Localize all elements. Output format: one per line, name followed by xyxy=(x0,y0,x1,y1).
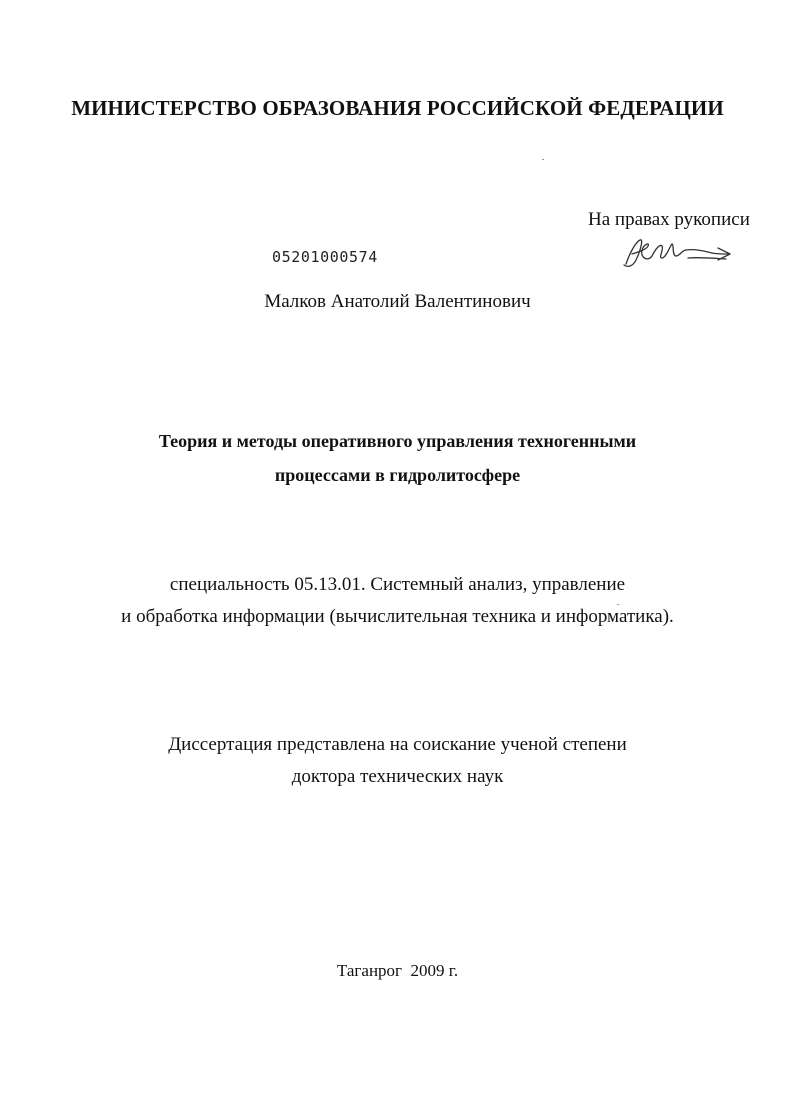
signature-icon xyxy=(618,232,736,274)
dissertation-line-1: Диссертация представлена на соискание ученой степени xyxy=(168,734,627,755)
rights-note: На правах рукописи xyxy=(588,209,750,230)
title-line-1: Теория и методы оперативного управления техногенными xyxy=(158,431,637,451)
specialty-line-2: и обработка информации (вычислительная техника и информатика). xyxy=(121,606,674,627)
specialty-line-1: специальность 05.13.01. Системный анализ, управление xyxy=(169,574,626,595)
scan-speck xyxy=(542,159,544,160)
scan-speck xyxy=(617,604,619,605)
dissertation-line-2: доктора технических наук xyxy=(291,766,504,787)
author-name: Малков Анатолий Валентинович xyxy=(264,291,531,312)
title-line-2: процессами в гидролитосфере xyxy=(274,465,521,485)
place-year: Таганрог 2009 г. xyxy=(336,961,459,980)
ministry-heading: МИНИСТЕРСТВО ОБРАЗОВАНИЯ РОССИЙСКОЙ ФЕДЕРАЦИИ xyxy=(71,96,724,120)
registration-code: 05201000574 xyxy=(272,248,378,266)
